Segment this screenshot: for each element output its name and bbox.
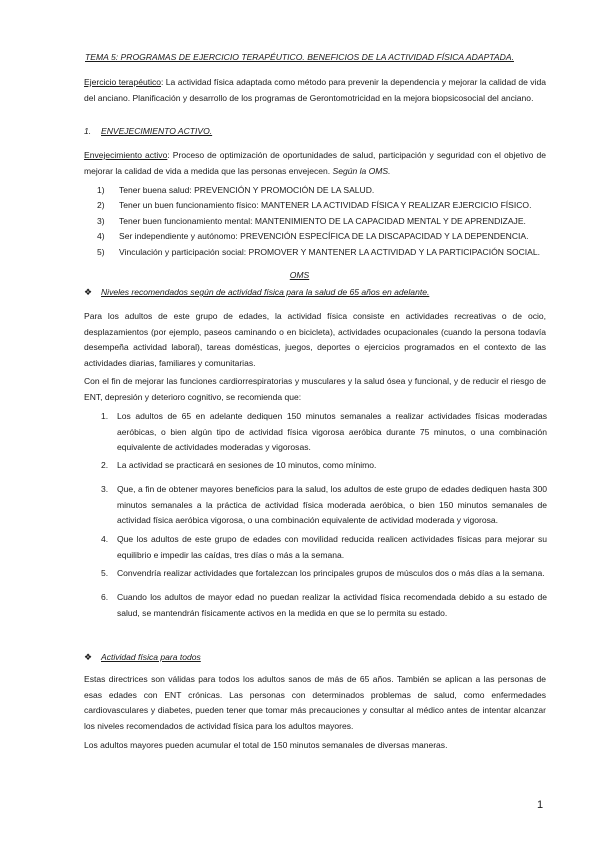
- list-item-number: 5): [97, 246, 105, 257]
- list-item-text: Tener buen funcionamiento mental: MANTENIMIENTO DE LA CAPACIDAD MENTAL Y DE APRENDIZAJE.: [119, 215, 526, 226]
- list-item-number: 1.: [101, 411, 109, 421]
- list-item-text: La actividad se practicará en sesiones de 10 minutos, como mínimo.: [117, 460, 377, 470]
- recommendations-list: [84, 409, 546, 624]
- list-item-text: Vinculación y participación social: PROMOVER Y MANTENER LA ACTIVIDAD Y LA PARTICIPACIÓN SOCIAL.: [119, 246, 541, 257]
- levels-intro-paragraph: Con el fin de mejorar las funciones cardiorrespiratorias y musculares y la salud ósea y funcional, y de reducir el riesgo de ENT, depresión y deterioro cognitivo, se recomienda que:: [84, 376, 546, 402]
- active-aging-term: Envejecimiento activo: [84, 150, 168, 160]
- intro-paragraph: [84, 75, 546, 106]
- oms-heading: OMS: [289, 270, 310, 280]
- levels-heading-text: Niveles recomendados según de actividad física para la salud de 65 años en adelante.: [101, 287, 430, 297]
- list-item-number: 1): [97, 185, 105, 195]
- section-title: ENVEJECIMIENTO ACTIVO.: [101, 126, 213, 136]
- list-item-text: Tener un buen funcionamiento físico: MANTENER LA ACTIVIDAD FÍSICA Y REALIZAR EJERCICIO FÍSICO.: [119, 200, 532, 211]
- list-item-text: Los adultos de 65 en adelante dediquen 150 minutos semanales a realizar actividades físicas moderadas aeróbicas, o bien algún tipo de actividad física vigorosa aeróbica durante 75 minutos, o una combinación equivalente de actividades moderadas y vigorosas.: [117, 411, 547, 453]
- list-item-number: 6.: [101, 592, 109, 602]
- intro-text: : La actividad física adaptada como método para prevenir la dependencia y mejorar la calidad de vida del anciano. Planificación y desarrollo de los programas de Gerontomotricidad en la mejora biopsicosocial del anciano.: [84, 77, 546, 103]
- list-item-text: Que, a fin de obtener mayores beneficios para la salud, los adultos de este grupo de edades dediquen hasta 300 minutos semanales a la práctica de actividad física moderada aeróbica, o bien 150 minutos semanales de actividad física aeróbica vigorosa, o una combinación equivalente de actividad moderada y vigorosa.: [117, 484, 547, 526]
- list-item-text: Cuando los adultos de mayor edad no puedan realizar la actividad física recomendada debido a su estado de salud, se mantendrán físicamente activos en la medida en que se lo permita su estado.: [117, 592, 547, 618]
- activity-paragraph: Estas directrices son válidas para todos los adultos sanos de más de 65 años. También se aplican a las personas de esas edades con ENT crónicas. Las personas con determinados problemas de salud, como enfermedades cardiovasculares y diabetes, pueden tener que tomar más precauciones y consultar al médico antes de intentar alcanzar los niveles recomendados de actividad física para los adultos mayores.: [84, 674, 546, 731]
- list-item-text: Que los adultos de este grupo de edades con movilidad reducida realicen actividades físicas para mejorar su equilibrio e impedir las caídas, tres días o más a la semana.: [117, 534, 547, 560]
- activity-summary-paragraph: Los adultos mayores pueden acumular el total de 150 minutos semanales de diversas maneras.: [84, 740, 448, 750]
- list-item-number: 3.: [101, 484, 109, 494]
- list-item-text: Tener buena salud: PREVENCIÓN Y PROMOCIÓN DE LA SALUD.: [119, 185, 375, 195]
- list-item-number: 4.: [101, 534, 109, 544]
- activity-heading-text: Actividad física para todos: [101, 652, 201, 662]
- list-item-number: 4): [97, 231, 105, 242]
- levels-paragraph: Para los adultos de este grupo de edades, la actividad física consiste en actividades recreativas o de ocio, desplazamientos (por ejemplo, paseos caminando o en bicicleta), actividades ocupacionales (cuando la persona todavía desempeña actividad laboral), tareas domésticas, juegos, deportes o ejercicios programados en el contexto de las actividades diarias, familiares y comunitarias.: [84, 311, 546, 368]
- page-number: 1: [537, 799, 544, 811]
- list-item-number: 2): [97, 200, 105, 211]
- aging-goals-list: [84, 183, 546, 263]
- list-item-number: 3): [97, 215, 105, 226]
- active-aging-paragraph: [84, 148, 546, 179]
- list-item-text: Ser independiente y autónomo: PREVENCIÓN ESPECÍFICA DE LA DISCAPACIDAD Y LA DEPENDENCIA.: [119, 231, 529, 242]
- diamond-bullet-icon: ❖: [84, 287, 93, 297]
- list-item-text: Convendría realizar actividades que fortalezcan los principales grupos de músculos dos o más días a la semana.: [117, 568, 545, 578]
- active-aging-source: Según la OMS.: [332, 165, 391, 176]
- page-title: TEMA 5: PROGRAMAS DE EJERCICIO TERAPÉUTICO. BENEFICIOS DE LA ACTIVIDAD FÍSICA ADAPTADA.: [85, 52, 514, 62]
- active-aging-text: : Proceso de optimización de oportunidades de salud, participación y seguridad con el objetivo de mejorar la calidad de vida a medida que las personas envejecen.: [84, 150, 546, 176]
- diamond-bullet-icon: ❖: [84, 652, 93, 662]
- section-number: 1.: [84, 126, 92, 136]
- intro-term: Ejercicio terapéutico: [84, 77, 161, 87]
- list-item-number: 2.: [101, 460, 109, 470]
- list-item-number: 5.: [101, 568, 109, 578]
